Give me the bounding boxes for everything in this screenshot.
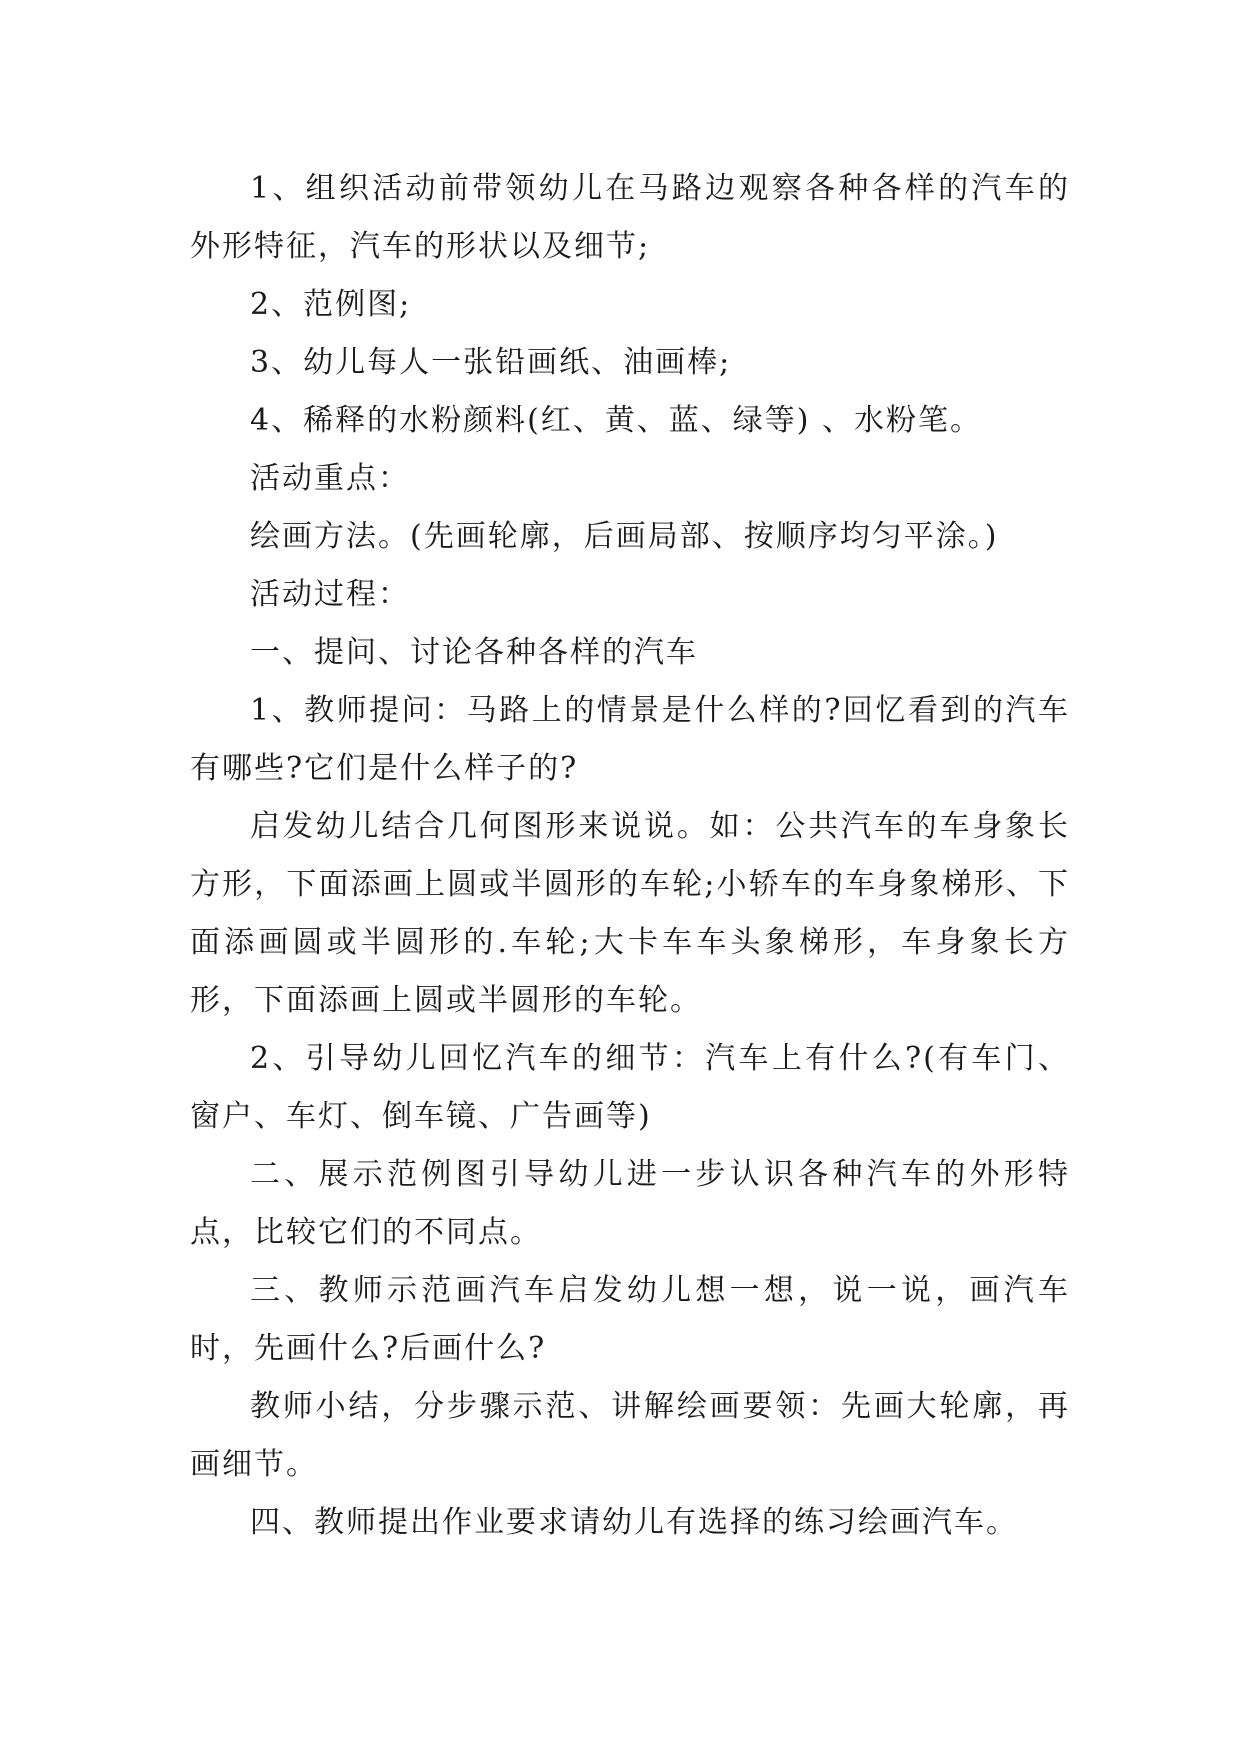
paragraph-geometry-hint: 启发幼儿结合几何图形来说说。如：公共汽车的车身象长方形，下面添画上圆或半圆形的车轮;小轿车的车身象梯形、下面添画圆或半圆形的.车轮;大卡车车头象梯形，车身象长方形，下面添画上圆或半圆形的车轮。 [190, 809, 1070, 1018]
paragraph-prep-4: 4、稀释的水粉颜料(红、黄、蓝、绿等) 、水粉笔。 [250, 403, 983, 438]
paragraph-step-two: 二、展示范例图引导幼儿进一步认识各种汽车的外形特点，比较它们的不同点。 [190, 1157, 1070, 1250]
paragraph-step-three: 三、教师示范画汽车启发幼儿想一想，说一说，画汽车时，先画什么?后画什么? [190, 1273, 1070, 1366]
paragraph-teacher-question: 1、教师提问：马路上的情景是什么样的?回忆看到的汽车有哪些?它们是什么样子的? [190, 693, 1070, 786]
paragraph-step-one: 一、提问、讨论各种各样的汽车 [250, 635, 698, 670]
document-body [190, 160, 1070, 1552]
section-heading-process: 活动过程： [250, 577, 410, 612]
paragraph-prep-2: 2、范例图; [250, 287, 412, 322]
paragraph-teacher-summary: 教师小结，分步骤示范、讲解绘画要领：先画大轮廓，再画细节。 [190, 1389, 1070, 1482]
section-heading-key-points: 活动重点： [250, 461, 410, 496]
paragraph-car-details: 2、引导幼儿回忆汽车的细节：汽车上有什么?(有车门、窗户、车灯、倒车镜、广告画等) [190, 1041, 1070, 1134]
paragraph-prep-3: 3、幼儿每人一张铅画纸、油画棒; [250, 345, 732, 380]
paragraph-prep-1: 1、组织活动前带领幼儿在马路边观察各种各样的汽车的外形特征，汽车的形状以及细节; [190, 171, 1070, 264]
paragraph-step-four: 四、教师提出作业要求请幼儿有选择的练习绘画汽车。 [250, 1505, 1018, 1540]
paragraph-key-points: 绘画方法。(先画轮廓，后画局部、按顺序均匀平涂。) [250, 519, 999, 554]
